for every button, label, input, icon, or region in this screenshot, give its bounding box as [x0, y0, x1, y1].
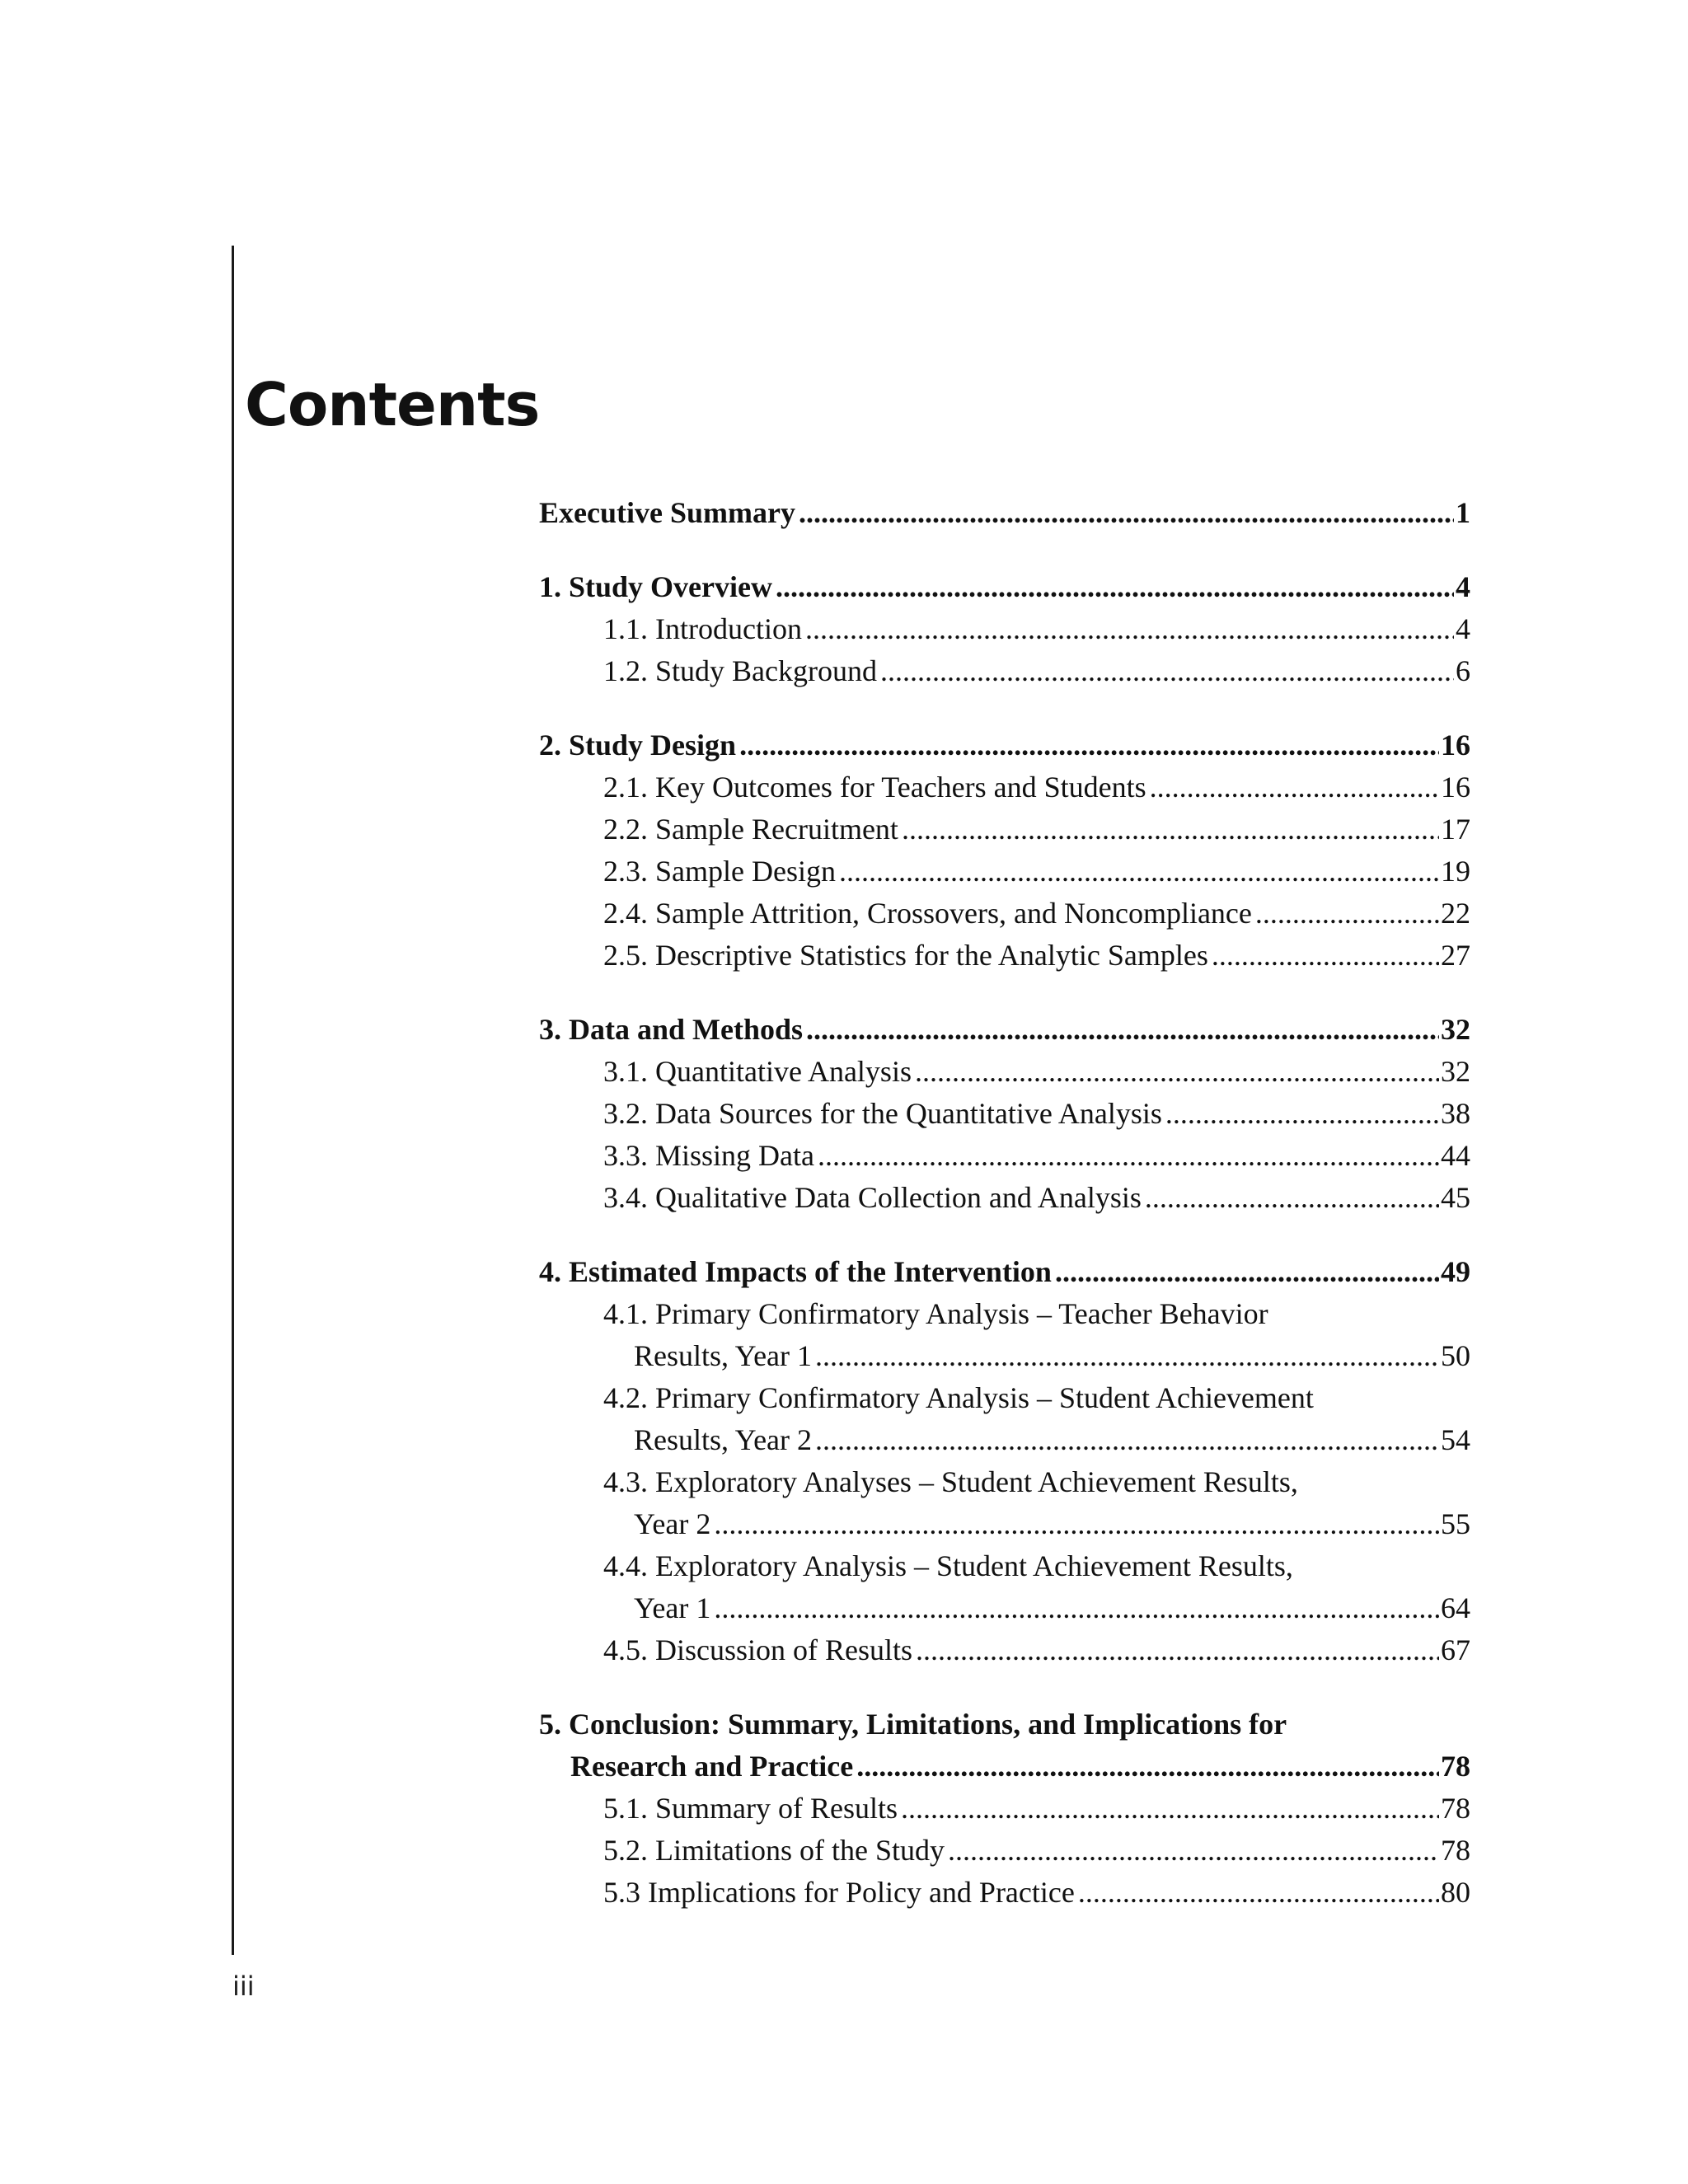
toc-entry-label: 2.2. Sample Recruitment: [603, 813, 898, 846]
toc-entry-label: 1. Study Overview: [539, 570, 772, 603]
toc-entry-label: 4.4. Exploratory Analysis – Student Achievement Results,: [603, 1549, 1293, 1582]
toc-entry-label: 2.3. Sample Design: [603, 855, 836, 888]
toc-entry-label-continued: Results, Year 1: [634, 1339, 813, 1372]
toc-subentry[interactable]: [539, 893, 1470, 935]
toc-subentry-line-2: [539, 1335, 1470, 1377]
dot-leader: [714, 1587, 1439, 1629]
toc-entry-label: 2.1. Key Outcomes for Teachers and Students: [603, 771, 1146, 804]
toc-page-number: 78: [1441, 1834, 1470, 1867]
page-folio: iii: [232, 1971, 255, 2002]
toc-page-number: 78: [1441, 1792, 1470, 1825]
toc-entry-line-2: [539, 1746, 1470, 1788]
toc-page-number: 27: [1441, 939, 1470, 972]
dot-leader: [714, 1503, 1439, 1545]
toc-subentry[interactable]: [539, 1788, 1470, 1830]
toc-page-number: 78: [1441, 1750, 1470, 1783]
toc-subentry-line-1: [539, 1461, 1470, 1503]
toc-entry-label: 3.4. Qualitative Data Collection and Analysis: [603, 1181, 1142, 1214]
toc-entry-conclusion[interactable]: [539, 1704, 1470, 1788]
toc-page-number: 16: [1441, 729, 1470, 762]
toc-subentry[interactable]: [539, 1872, 1470, 1914]
dot-leader: [1165, 1093, 1439, 1135]
dot-leader: [880, 650, 1454, 692]
toc-section-executive-summary: [539, 492, 1470, 534]
toc-subentry-line-2: [539, 1503, 1470, 1545]
toc-page-number: 80: [1441, 1876, 1470, 1909]
toc-subentry[interactable]: [539, 650, 1470, 692]
dot-leader: [948, 1830, 1439, 1872]
toc-entry-label: Executive Summary: [539, 496, 795, 529]
toc-subentry[interactable]: [539, 766, 1470, 808]
toc-entry-label-continued: Year 2: [634, 1507, 711, 1540]
toc-page-number: 22: [1441, 897, 1470, 930]
toc-entry-label: 1.1. Introduction: [603, 612, 802, 645]
toc-entry-label: 5.2. Limitations of the Study: [603, 1834, 945, 1867]
dot-leader: [815, 1419, 1439, 1461]
margin-rule: [232, 246, 234, 1955]
toc-section-3: [539, 1009, 1470, 1219]
toc-entry-study-design[interactable]: [539, 724, 1470, 766]
toc-entry-label-continued: Research and Practice: [570, 1750, 854, 1783]
table-of-contents: [539, 492, 1470, 1946]
toc-page-number: 4: [1456, 570, 1470, 603]
toc-entry-label: 1.2. Study Background: [603, 654, 877, 687]
page-title: Contents: [245, 370, 540, 439]
toc-subentry-line-2: [539, 1419, 1470, 1461]
toc-subentry[interactable]: [539, 1545, 1470, 1629]
toc-page-number: 32: [1441, 1055, 1470, 1088]
dot-leader: [805, 608, 1454, 650]
dot-leader: [915, 1051, 1439, 1093]
toc-subentry[interactable]: [539, 1629, 1470, 1671]
dot-leader: [916, 1629, 1439, 1671]
toc-subentry[interactable]: [539, 808, 1470, 851]
toc-page-number: 1: [1456, 496, 1470, 529]
toc-subentry[interactable]: [539, 1461, 1470, 1545]
toc-entry-label: 3. Data and Methods: [539, 1013, 804, 1046]
toc-entry-study-overview[interactable]: [539, 566, 1470, 608]
toc-entry-label: 4.3. Exploratory Analyses – Student Achievement Results,: [603, 1465, 1298, 1498]
toc-subentry[interactable]: [539, 608, 1470, 650]
dot-leader: [839, 851, 1439, 893]
toc-section-1: [539, 566, 1470, 692]
toc-entry-data-and-methods[interactable]: [539, 1009, 1470, 1051]
toc-subentry[interactable]: [539, 1051, 1470, 1093]
toc-page-number: 6: [1456, 654, 1470, 687]
toc-entry-label: 3.3. Missing Data: [603, 1139, 814, 1172]
toc-entry-label: 5.3 Implications for Policy and Practice: [603, 1876, 1075, 1909]
dot-leader: [739, 724, 1439, 766]
toc-page-number: 54: [1441, 1423, 1470, 1456]
toc-entry-label: 4. Estimated Impacts of the Intervention: [539, 1255, 1052, 1288]
toc-page-number: 50: [1441, 1339, 1470, 1372]
toc-subentry[interactable]: [539, 935, 1470, 977]
dot-leader: [856, 1746, 1439, 1788]
toc-entry-label: 5. Conclusion: Summary, Limitations, and Implications for: [539, 1708, 1287, 1741]
toc-subentry-line-2: [539, 1587, 1470, 1629]
toc-page-number: 32: [1441, 1013, 1470, 1046]
dot-leader: [806, 1009, 1439, 1051]
toc-page-number: 38: [1441, 1097, 1470, 1130]
toc-entry-label-continued: Results, Year 2: [634, 1423, 813, 1456]
dot-leader: [815, 1335, 1439, 1377]
dot-leader: [1055, 1251, 1439, 1293]
dot-leader: [1145, 1177, 1439, 1219]
toc-page-number: 64: [1441, 1591, 1470, 1624]
toc-subentry[interactable]: [539, 1093, 1470, 1135]
dot-leader: [799, 492, 1454, 534]
toc-subentry[interactable]: [539, 851, 1470, 893]
toc-entry-label: 3.2. Data Sources for the Quantitative Analysis: [603, 1097, 1162, 1130]
toc-entry-label: 2. Study Design: [539, 729, 737, 762]
toc-page-number: 44: [1441, 1139, 1470, 1172]
toc-entry-estimated-impacts[interactable]: [539, 1251, 1470, 1293]
dot-leader: [776, 566, 1454, 608]
toc-section-5: [539, 1704, 1470, 1914]
toc-entry-label: 5.1. Summary of Results: [603, 1792, 898, 1825]
dot-leader: [1150, 766, 1439, 808]
toc-page-number: 45: [1441, 1181, 1470, 1214]
dot-leader: [901, 1788, 1439, 1830]
toc-entry-label: 3.1. Quantitative Analysis: [603, 1055, 912, 1088]
toc-page-number: 19: [1441, 855, 1470, 888]
toc-page-number: 49: [1441, 1255, 1470, 1288]
toc-entry-label: 2.4. Sample Attrition, Crossovers, and Noncompliance: [603, 897, 1252, 930]
dot-leader: [1255, 893, 1439, 935]
toc-subentry-line-1: [539, 1377, 1470, 1419]
toc-subentry[interactable]: [539, 1293, 1470, 1377]
toc-entry-line-1: [539, 1704, 1470, 1746]
toc-section-4: [539, 1251, 1470, 1671]
toc-section-2: [539, 724, 1470, 977]
toc-entry-label: 4.1. Primary Confirmatory Analysis – Teacher Behavior: [603, 1297, 1268, 1330]
toc-entry-label: 4.5. Discussion of Results: [603, 1633, 913, 1666]
toc-entry-label: 4.2. Primary Confirmatory Analysis – Student Achievement: [603, 1381, 1314, 1414]
toc-subentry[interactable]: [539, 1377, 1470, 1461]
toc-subentry-line-1: [539, 1545, 1470, 1587]
toc-page-number: 4: [1456, 612, 1470, 645]
toc-entry-label-continued: Year 1: [634, 1591, 711, 1624]
dot-leader: [902, 808, 1439, 851]
toc-subentry-line-1: [539, 1293, 1470, 1335]
toc-subentry[interactable]: [539, 1830, 1470, 1872]
dot-leader: [1212, 935, 1439, 977]
toc-entry-executive-summary[interactable]: [539, 492, 1470, 534]
toc-subentry[interactable]: [539, 1177, 1470, 1219]
toc-entry-label: 2.5. Descriptive Statistics for the Analytic Samples: [603, 939, 1208, 972]
toc-page-number: 55: [1441, 1507, 1470, 1540]
toc-page-number: 67: [1441, 1633, 1470, 1666]
toc-page-number: 16: [1441, 771, 1470, 804]
dot-leader: [1078, 1872, 1439, 1914]
toc-subentry[interactable]: [539, 1135, 1470, 1177]
toc-page-number: 17: [1441, 813, 1470, 846]
dot-leader: [818, 1135, 1439, 1177]
